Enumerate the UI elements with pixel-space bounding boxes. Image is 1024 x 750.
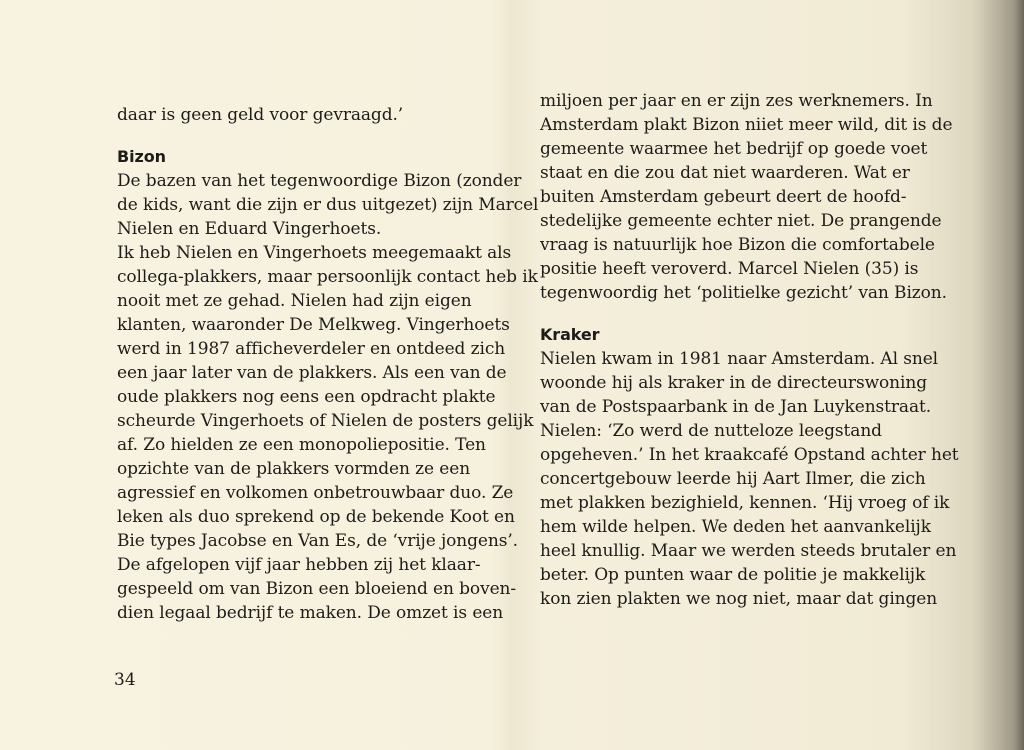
text-line: hem wilde helpen. We deden het aanvankelijk	[540, 517, 931, 537]
text-line: Nielen: ‘Zo werd de nutteloze leegstand	[540, 421, 882, 441]
text-line: oude plakkers nog eens een opdracht plakte	[117, 387, 496, 407]
text-line: leken als duo sprekend op de bekende Koot en	[117, 507, 515, 527]
text-line: stedelijke gemeente echter niet. De prangende	[540, 211, 942, 231]
text-line: woonde hij als kraker in de directeurswoning	[540, 373, 927, 393]
text-line: positie heeft veroverd. Marcel Nielen (35) is	[540, 259, 919, 279]
text-line: agressief en volkomen onbetrouwbaar duo. Ze	[117, 483, 514, 503]
text-line: tegenwoordig het ‘politielke gezicht’ van Bizon.	[540, 283, 947, 303]
text-line: Nielen en Eduard Vingerhoets.	[117, 219, 382, 239]
text-line: dien legaal bedrijf te maken. De omzet is een	[117, 603, 504, 623]
text-line: miljoen per jaar en er zijn zes werknemers. In	[540, 91, 933, 111]
text-line: Ik heb Nielen en Vingerhoets meegemaakt als	[117, 243, 512, 263]
text-line: klanten, waaronder De Melkweg. Vingerhoets	[117, 315, 510, 335]
text-line: concertgebouw leerde hij Aart Ilmer, die zich	[540, 469, 926, 489]
page-number: 34	[114, 670, 136, 690]
text-line: buiten Amsterdam gebeurt deert de hoofd-	[540, 187, 907, 207]
text-line: vraag is natuurlijk hoe Bizon die comfortabele	[540, 235, 935, 255]
section-heading-bizon: Bizon	[117, 147, 166, 166]
text-line: van de Postspaarbank in de Jan Luykenstraat.	[540, 397, 932, 417]
text-line: staat en die zou dat niet waarderen. Wat er	[540, 163, 910, 183]
text-line: daar is geen geld voor gevraagd.’	[117, 105, 404, 125]
text-line: opzichte van de plakkers vormden ze een	[117, 459, 471, 479]
right-column	[540, 89, 960, 611]
section-heading-kraker: Kraker	[540, 325, 600, 344]
text-line: een jaar later van de plakkers. Als een van de	[117, 363, 507, 383]
text-line: beter. Op punten waar de politie je makkelijk	[540, 565, 926, 585]
text-line: scheurde Vingerhoets of Nielen de posters gelijk	[117, 411, 534, 431]
text-line: de kids, want die zijn er dus uitgezet) zijn Marcel	[117, 195, 539, 215]
text-line: heel knullig. Maar we werden steeds brutaler en	[540, 541, 957, 561]
text-line: werd in 1987 afficheverdeler en ontdeed zich	[117, 339, 506, 359]
text-line: De afgelopen vijf jaar hebben zij het klaar-	[117, 555, 481, 575]
text-line: Bie types Jacobse en Van Es, de ‘vrije jongens’.	[117, 531, 518, 551]
text-line: kon zien plakten we nog niet, maar dat gingen	[540, 589, 938, 609]
text-line: De bazen van het tegenwoordige Bizon (zonder	[117, 171, 522, 191]
text-line: gespeeld om van Bizon een bloeiend en boven-	[117, 579, 517, 599]
text-line: Nielen kwam in 1981 naar Amsterdam. Al snel	[540, 349, 939, 369]
text-line: af. Zo hielden ze een monopoliepositie. Ten	[117, 435, 486, 455]
left-column	[117, 103, 539, 625]
paragraph-gap	[117, 127, 512, 145]
text-line: collega-plakkers, maar persoonlijk contact heb ik	[117, 267, 538, 287]
paragraph-gap	[540, 305, 960, 323]
text-line: gemeente waarmee het bedrijf op goede voet	[540, 139, 928, 159]
text-line: nooit met ze gehad. Nielen had zijn eigen	[117, 291, 472, 311]
text-line: opgeheven.’ In het kraakcafé Opstand achter het	[540, 445, 959, 465]
text-line: met plakken bezighield, kennen. ‘Hij vroeg of ik	[540, 493, 950, 513]
text-line: Amsterdam plakt Bizon niiet meer wild, dit is de	[540, 115, 953, 135]
